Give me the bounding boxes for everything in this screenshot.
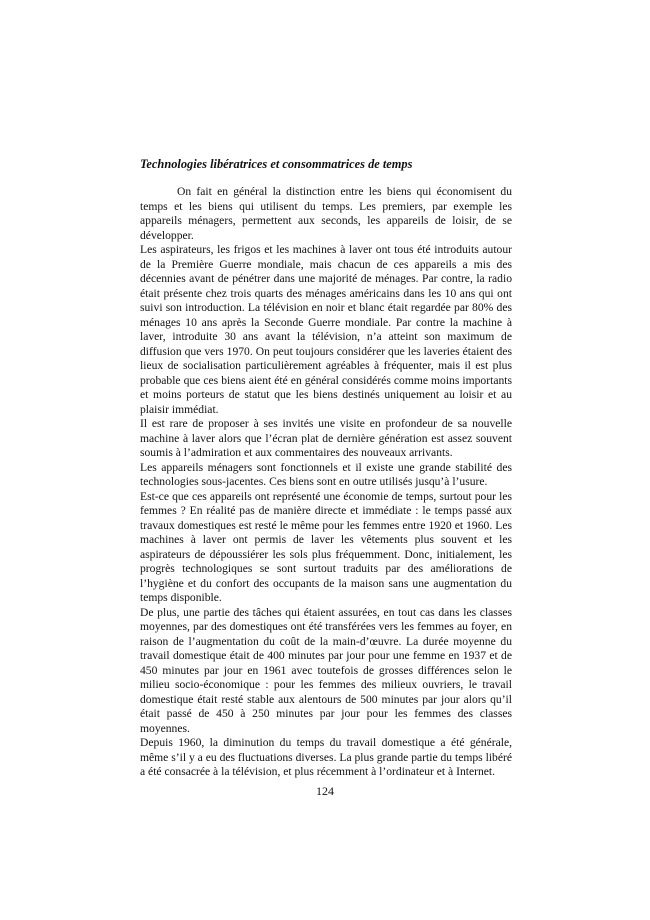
paragraph-7: Depuis 1960, la diminution du temps du travail domestique a été générale, même s’il y a eu des fluctuations diverses. La plus grande partie du temps libéré a été consacrée à la télévision, et plus récemment à l’ordinateur et à Internet. [140,736,512,778]
paragraph-6: De plus, une partie des tâches qui étaient assurées, en tout cas dans les classes moyennes, par des domestiques ont été transférées vers les femmes au foyer, en raison de l’augmentation du coût de la main-d’œuvre. La durée moyenne du travail domestique était de 400 minutes par jour pour une femme en 1937 et de 450 minutes par jour en 1961 avec toutefois de grosses différences selon le milieu socio-économique : pour les femmes des milieux ouvriers, le travail domestique était resté stable aux alentours de 500 minutes par jour alors qu’il était passé de 450 à 250 minutes par jour pour les femmes des classes moyennes. [140,605,512,735]
paragraph-5: Est-ce que ces appareils ont représenté une économie de temps, surtout pour les femmes ? En réalité pas de manière directe et immédiate : le temps passé aux travaux domestiques est resté le même pour les femmes entre 1920 et 1960. Les machines à laver ont permis de laver les vêtements plus souvent et les aspirateurs de dépoussiérer les sols plus fréquemment. Donc, initialement, les progrès technologiques se sont surtout traduits par des améliorations de l’hygiène et du confort des occupants de la maison sans une augmentation du temps disponible. [140,489,512,604]
page-number: 124 [316,784,334,798]
paragraph-2: Les aspirateurs, les frigos et les machines à laver ont tous été introduits autour de la Première Guerre mondiale, mais chacun de ces appareils a mis des décennies avant de pénétrer dans une majorité de ménages. Par contre, la radio était présente chez trois quarts des ménages américains dans les 10 ans qui ont suivi son introduction. La télévision en noir et blanc était regardée par 80% des ménages 10 ans après la Seconde Guerre mondiale. Par contre la machine à laver, introduite 30 ans avant la télévision, n’a atteint son maximum de diffusion que vers 1970. On peut toujours considérer que les laveries étaient des lieux de socialisation particulièrement agréables à fréquenter, mais il est plus probable que ces biens aient été en général considérés comme moins importants et moins porteurs de statut que les biens destinés uniquement au loisir et au plaisir immédiat. [140,243,512,416]
paragraph-3: Il est rare de proposer à ses invités une visite en profondeur de sa nouvelle machine à laver alors que l’écran plat de dernière génération est assez souvent soumis à l’admiration et aux commentaires des nouveaux arrivants. [140,417,512,459]
body-text [140,185,512,780]
section-heading: Technologies libératrices et consommatrices de temps [140,157,413,171]
paragraph-4: Les appareils ménagers sont fonctionnels et il existe une grande stabilité des technologies sous-jacentes. Ces biens sont en outre utilisés jusqu’à l’usure. [140,460,512,488]
paragraph-1: On fait en général la distinction entre les biens qui économisent du temps et les biens qui utilisent du temps. Les premiers, par exemple les appareils ménagers, permettent aux seconds, les appareils de loisir, de se développer. [140,185,512,242]
